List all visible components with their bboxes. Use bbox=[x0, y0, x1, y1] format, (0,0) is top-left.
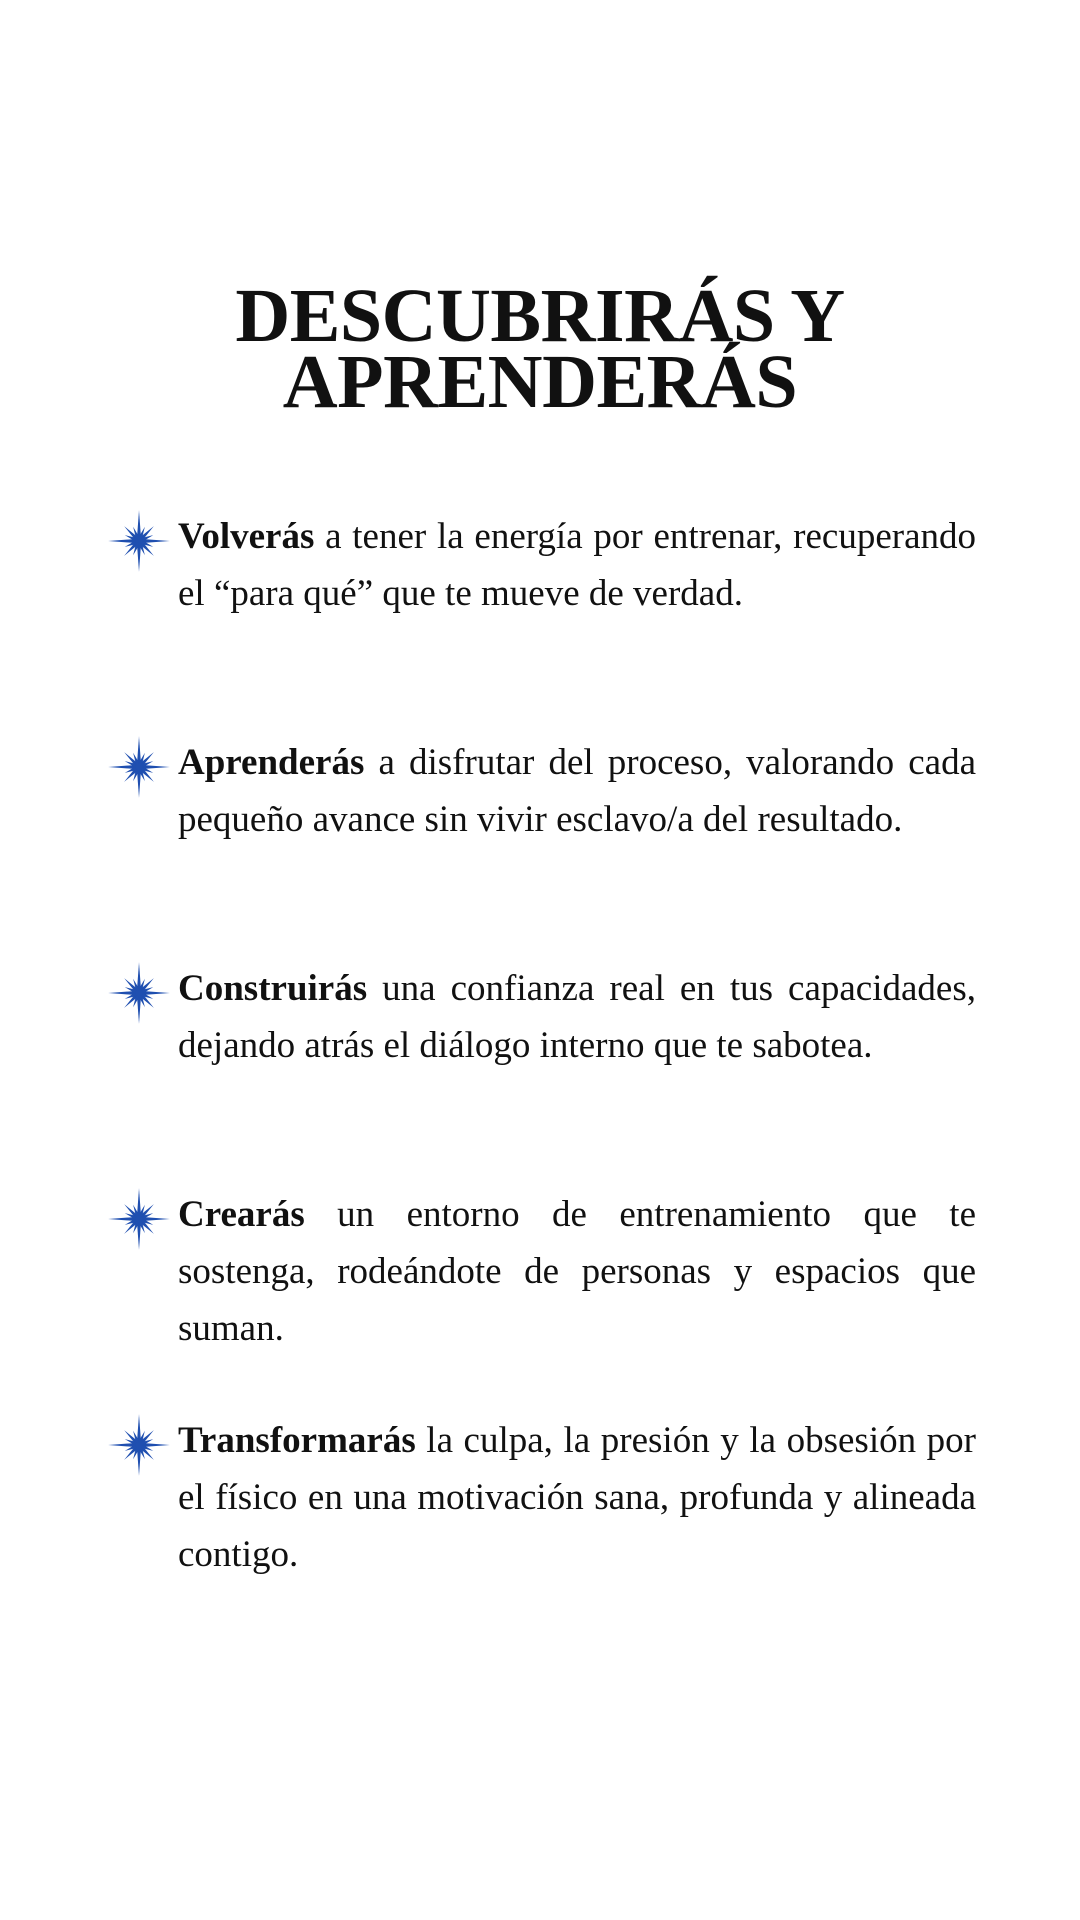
list-item-text bbox=[178, 508, 976, 622]
star-icon bbox=[104, 732, 174, 802]
star-icon bbox=[104, 1184, 174, 1254]
page-title-line-1: DESCUBRIRÁS Y bbox=[235, 274, 845, 358]
list-item-text bbox=[178, 734, 976, 848]
page-title-line-2: APRENDERÁS bbox=[282, 340, 798, 424]
star-icon bbox=[104, 506, 174, 576]
list-item-bold: Transformarás bbox=[178, 1420, 416, 1461]
list-item-text bbox=[178, 1412, 976, 1583]
list-item-body: un entorno de entrenamiento que te sostenga, rodeándote de personas y espacios que suman. bbox=[178, 1194, 976, 1349]
list-item-body: una confianza real en tus capacidades, dejando atrás el diálogo interno que te sabotea. bbox=[178, 968, 976, 1066]
list-item-body: la culpa, la presión y la obsesión por el físico en una motivación sana, profunda y alineada contigo. bbox=[178, 1420, 976, 1575]
list-item-bold: Crearás bbox=[178, 1194, 305, 1235]
list-item-bold: Volverás bbox=[178, 516, 315, 557]
star-icon bbox=[104, 1410, 174, 1480]
list-item-bold: Aprenderás bbox=[178, 742, 365, 783]
star-icon bbox=[104, 958, 174, 1028]
list-item-body: a tener la energía por entrenar, recuperando el “para qué” que te mueve de verdad. bbox=[178, 516, 976, 614]
list-item-text bbox=[178, 1186, 976, 1357]
page-title bbox=[0, 274, 1080, 424]
list-item-body: a disfrutar del proceso, valorando cada pequeño avance sin vivir esclavo/a del resultado. bbox=[178, 742, 976, 840]
list-item-text bbox=[178, 960, 976, 1074]
list-item-bold: Construirás bbox=[178, 968, 368, 1009]
